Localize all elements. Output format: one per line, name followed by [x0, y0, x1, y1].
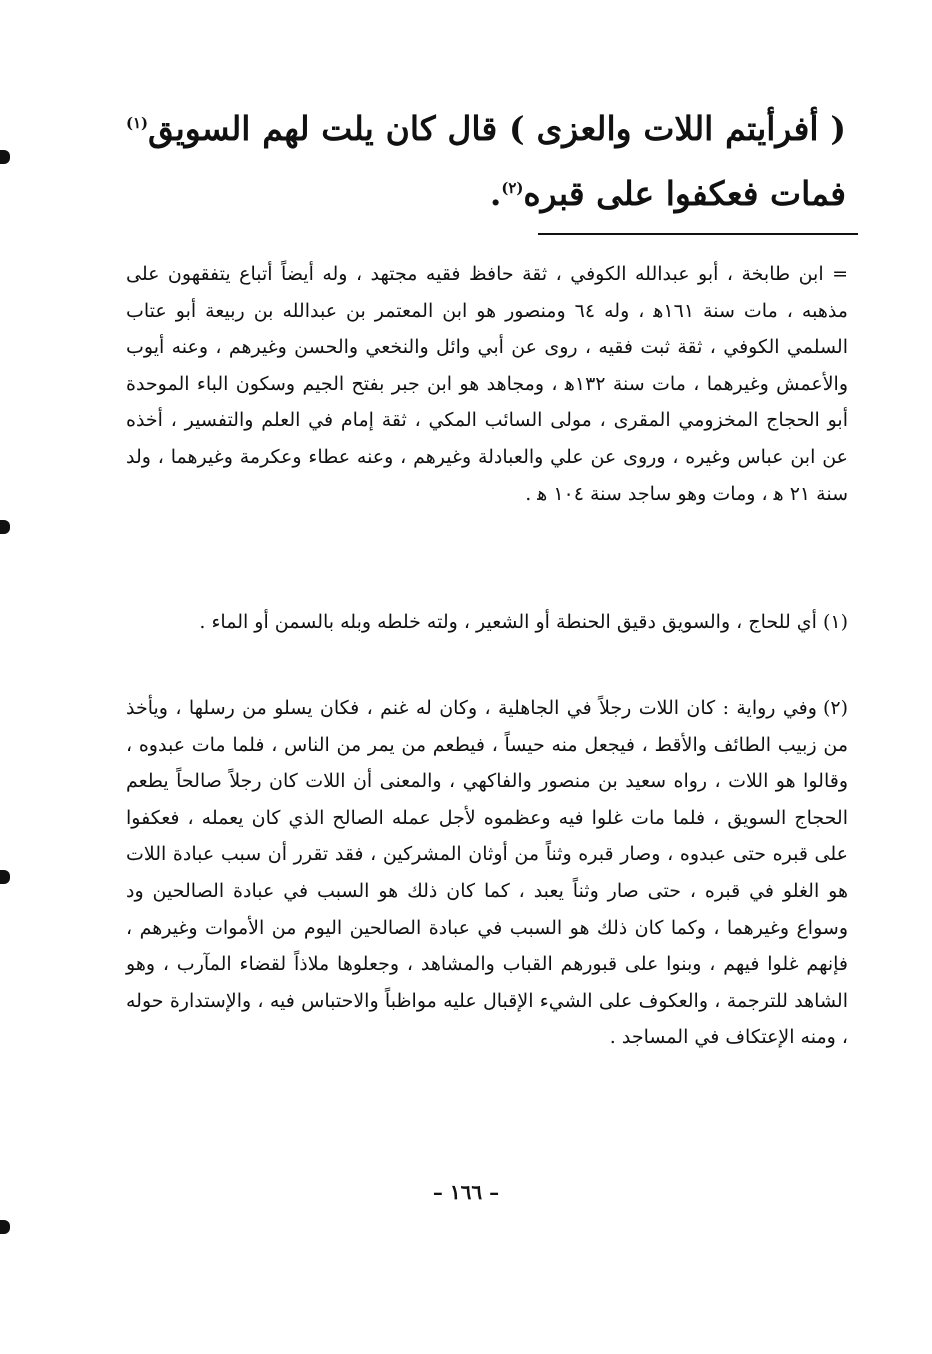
binding-hole-mark [0, 520, 10, 534]
footnote-ref-2: (٢) [501, 179, 524, 197]
footnote-continuation [126, 256, 848, 512]
footnote-1-text: أي للحاج ، والسويق دقيق الحنطة أو الشعير ، ولته خلطه وبله بالسمن أو الماء . [199, 611, 817, 633]
footnote-continuation-text: = ابن طابخة ، أبو عبدالله الكوفي ، ثقة حافظ فقيه مجتهد ، وله أيضاً أتباع يتفقهون على مذهبه ، مات سنة ١٦١ﻫ ، وله ٦٤ ومنصور هو ابن المعتمر بن عبدالله بن ربيعة أبو عتاب السلمي الكوفي ، ثقة ثبت فقيه ، روى عن أبي وائل والنخعي والحسن وغيرهم ، وعنه أيوب والأعمش وغيرهما ، مات سنة ١٣٢ﻫ ، ومجاهد هو ابن جبر بفتح الجيم وسكون الباء الموحدة أبو الحجاج المخزومي المقرى ، مولى السائب المكي ، ثقة إمام في العلم والتفسير ، أخذه عن ابن عباس وغيره ، وروى عن علي والعبادلة وغيرهم ، وعنه عطاء وعكرمة وغيرهما ، ولد سنة ٢١ ﻫ ، ومات وهو ساجد سنة ١٠٤ ﻫ . [126, 263, 848, 505]
page-number: – ١٦٦ – [432, 1180, 500, 1204]
footnote-2-number: (٢) [822, 697, 848, 719]
main-text-segment-1: ( أفرأيتم اللات والعزى ) قال كان يلت لهم السويق [148, 109, 846, 148]
footnote-2-text: وفي رواية : كان اللات رجلاً في الجاهلية ، وكان له غنم ، فكان يسلو من رسلها ، ويأخذ من زبيب الطائف والأقط ، فيجعل منه حيساً ، فيطعم من يمر من الناس ، فلما مات عبدوه ، وقالوا هو اللات ، رواه سعيد بن منصور والفاكهي ، والمعنى أن اللات كان رجلاً صالحاً يطعم الحجاج السويق ، فلما مات غلوا فيه وعظموه لأجل عمله الصالح الذي كان يعمله ، فعكفوا على قبره حتى عبدوه ، وصار قبره وثناً من أوثان المشركين ، فقد تقرر أن سبب عبادة اللات هو الغلو في قبره ، حتى صار وثناً يعبد ، كما كان ذلك هو السبب في عبادة الصالحين ود وسواع وغيرهما ، وكما كان ذلك هو السبب في عبادة الصالحين اليوم من الأموات وغيرهم ، فإنهم غلوا فيهم ، وبنوا على قبورهم القباب والمشاهد ، وجعلوها ملاذاً لقضاء المآرب ، وهو الشاهد للترجمة ، والعكوف على الشيء الإقبال عليه مواظباً والاحتباس فيه ، والإستدارة حوله ، ومنه الإعتكاف في المساجد . [126, 697, 848, 1049]
footnote-ref-1: (١) [126, 114, 149, 132]
footnote-2 [126, 690, 848, 1056]
binding-hole-mark [0, 1220, 10, 1234]
binding-hole-mark [0, 150, 10, 164]
footnote-1 [126, 604, 848, 641]
footnote-1-number: (١) [822, 611, 848, 633]
main-text-end: . [489, 174, 502, 213]
binding-hole-mark [0, 870, 10, 884]
main-text-segment-2: فمات فعكفوا على قبره [523, 174, 846, 213]
main-text [126, 96, 846, 226]
footnote-separator-rule [538, 233, 858, 235]
